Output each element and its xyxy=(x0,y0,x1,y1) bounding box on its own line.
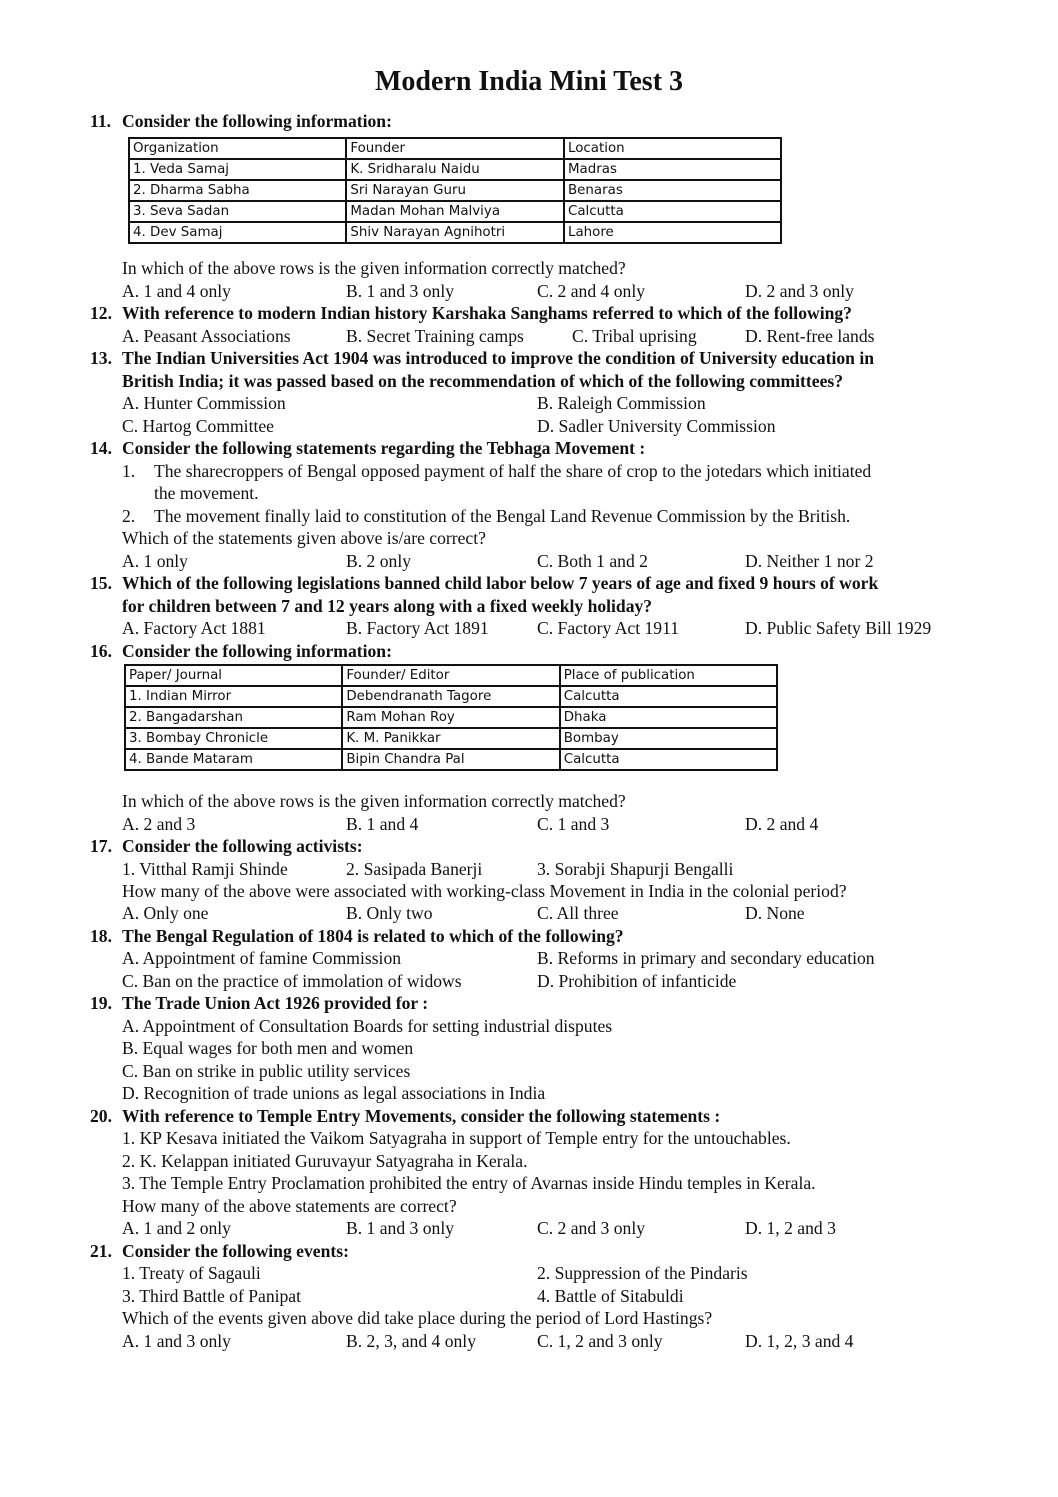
table-cell: Bombay xyxy=(560,728,777,749)
q21-stem: Consider the following events: xyxy=(122,1241,349,1261)
q19-option-b: B. Equal wages for both men and women xyxy=(122,1038,414,1058)
q14-stem: Consider the following statements regarding the Tebhaga Movement : xyxy=(122,438,646,458)
q20-option-c: C. 2 and 3 only xyxy=(537,1218,646,1238)
q11-option-a: A. 1 and 4 only xyxy=(122,281,231,301)
q17-activist-2: 2. Sasipada Banerji xyxy=(346,859,483,879)
q21-option-b: B. 2, 3, and 4 only xyxy=(346,1331,476,1351)
q21-event-2: 2. Suppression of the Pindaris xyxy=(537,1263,748,1283)
q13-option-d: D. Sadler University Commission xyxy=(537,416,776,436)
q14-statement-1-line2: the movement. xyxy=(154,483,259,503)
table-cell: Madras xyxy=(564,159,781,180)
q21-option-d: D. 1, 2, 3 and 4 xyxy=(745,1331,854,1351)
q14-question: Which of the statements given above is/are correct? xyxy=(122,528,486,548)
q21-event-3: 3. Third Battle of Panipat xyxy=(122,1286,302,1306)
q21-question: Which of the events given above did take place during the period of Lord Hastings? xyxy=(122,1308,713,1328)
q19-option-c: C. Ban on strike in public utility services xyxy=(122,1061,411,1081)
q11-option-c: C. 2 and 4 only xyxy=(537,281,646,301)
table-cell: 1. Veda Samaj xyxy=(129,159,346,180)
table-header-row xyxy=(129,138,781,159)
q16-option-c: C. 1 and 3 xyxy=(537,814,610,834)
table-cell: Calcutta xyxy=(564,201,781,222)
q17-option-a: A. Only one xyxy=(122,903,209,923)
q16-question: In which of the above rows is the given information correctly matched? xyxy=(122,791,626,811)
q16-number: 16. xyxy=(90,641,112,661)
q15-option-c: C. Factory Act 1911 xyxy=(537,618,680,638)
table-header-cell: Founder/ Editor xyxy=(342,665,559,686)
q15-option-b: B. Factory Act 1891 xyxy=(346,618,489,638)
q15-number: 15. xyxy=(90,573,112,593)
q21-option-a: A. 1 and 3 only xyxy=(122,1331,231,1351)
table-header-cell: Location xyxy=(564,138,781,159)
q20-statement-3: 3. The Temple Entry Proclamation prohibited the entry of Avarnas inside Hindu temples in Kerala. xyxy=(122,1173,816,1193)
table-header-cell: Founder xyxy=(346,138,564,159)
q17-option-c: C. All three xyxy=(537,903,619,923)
q13-stem-line1: The Indian Universities Act 1904 was introduced to improve the condition of University education in xyxy=(122,348,875,368)
q16-stem: Consider the following information: xyxy=(122,641,392,661)
q17-stem: Consider the following activists: xyxy=(122,836,363,856)
table-cell: 2. Bangadarshan xyxy=(125,707,342,728)
q14-statement-2-number: 2. xyxy=(122,506,136,526)
table-cell: Debendranath Tagore xyxy=(342,686,559,707)
q20-option-a: A. 1 and 2 only xyxy=(122,1218,231,1238)
table-cell: Calcutta xyxy=(560,749,777,770)
q20-number: 20. xyxy=(90,1106,112,1126)
q14-statement-1-number: 1. xyxy=(122,461,136,481)
q20-option-d: D. 1, 2 and 3 xyxy=(745,1218,836,1238)
q17-number: 17. xyxy=(90,836,112,856)
q17-option-b: B. Only two xyxy=(346,903,433,923)
q12-option-c: C. Tribal uprising xyxy=(572,326,697,346)
q14-option-c: C. Both 1 and 2 xyxy=(537,551,648,571)
q16-option-d: D. 2 and 4 xyxy=(745,814,819,834)
q11-question: In which of the above rows is the given information correctly matched? xyxy=(122,258,626,278)
q18-option-a: A. Appointment of famine Commission xyxy=(122,948,402,968)
q19-option-d: D. Recognition of trade unions as legal associations in India xyxy=(122,1083,546,1103)
q17-question: How many of the above were associated with working-class Movement in India in the colonial period? xyxy=(122,881,847,901)
table-header-row xyxy=(125,665,777,686)
table-cell: Calcutta xyxy=(560,686,777,707)
q11-stem: Consider the following information: xyxy=(122,111,392,131)
q14-option-d: D. Neither 1 nor 2 xyxy=(745,551,874,571)
table-cell: Dhaka xyxy=(560,707,777,728)
q16-option-a: A. 2 and 3 xyxy=(122,814,196,834)
q20-statement-2: 2. K. Kelappan initiated Guruvayur Satyagraha in Kerala. xyxy=(122,1151,528,1171)
table-header-cell: Place of publication xyxy=(560,665,777,686)
q13-number: 13. xyxy=(90,348,112,368)
table-cell: Lahore xyxy=(564,222,781,243)
q19-number: 19. xyxy=(90,993,112,1013)
q21-number: 21. xyxy=(90,1241,112,1261)
q12-option-a: A. Peasant Associations xyxy=(122,326,291,346)
q18-stem: The Bengal Regulation of 1804 is related to which of the following? xyxy=(122,926,624,946)
table-row xyxy=(125,686,777,707)
table-cell: K. Sridharalu Naidu xyxy=(346,159,564,180)
q21-option-c: C. 1, 2 and 3 only xyxy=(537,1331,663,1351)
table-header-cell: Organization xyxy=(129,138,346,159)
q11-number: 11. xyxy=(90,111,112,131)
table-cell: Sri Narayan Guru xyxy=(346,180,564,201)
q21-event-4: 4. Battle of Sitabuldi xyxy=(537,1286,684,1306)
table-cell: Bipin Chandra Pal xyxy=(342,749,559,770)
q16-option-b: B. 1 and 4 xyxy=(346,814,419,834)
q15-stem-line1: Which of the following legislations banned child labor below 7 years of age and fixed 9 hours of work xyxy=(122,573,879,593)
table-cell: 2. Dharma Sabha xyxy=(129,180,346,201)
q11-option-b: B. 1 and 3 only xyxy=(346,281,455,301)
q12-stem: With reference to modern Indian history Karshaka Sanghams referred to which of the following? xyxy=(122,303,852,323)
q14-option-a: A. 1 only xyxy=(122,551,188,571)
table-cell: Madan Mohan Malviya xyxy=(346,201,564,222)
table-cell: 1. Indian Mirror xyxy=(125,686,342,707)
q15-option-d: D. Public Safety Bill 1929 xyxy=(745,618,932,638)
q20-statement-1: 1. KP Kesava initiated the Vaikom Satyagraha in support of Temple entry for the untouchables. xyxy=(122,1128,791,1148)
table-cell: K. M. Panikkar xyxy=(342,728,559,749)
q21-event-1: 1. Treaty of Sagauli xyxy=(122,1263,261,1283)
q13-option-a: A. Hunter Commission xyxy=(122,393,286,413)
table-row xyxy=(125,749,777,770)
q20-option-b: B. 1 and 3 only xyxy=(346,1218,455,1238)
q17-option-d: D. None xyxy=(745,903,805,923)
q17-activist-3: 3. Sorabji Shapurji Bengalli xyxy=(537,859,734,879)
table-row xyxy=(129,201,781,222)
page-title: Modern India Mini Test 3 xyxy=(374,66,684,97)
q15-option-a: A. Factory Act 1881 xyxy=(122,618,266,638)
q15-stem-line2: for children between 7 and 12 years along with a fixed weekly holiday? xyxy=(122,596,653,616)
q13-option-b: B. Raleigh Commission xyxy=(537,393,706,413)
q19-option-a: A. Appointment of Consultation Boards for setting industrial disputes xyxy=(122,1016,613,1036)
q18-option-d: D. Prohibition of infanticide xyxy=(537,971,737,991)
q16-table xyxy=(124,664,778,771)
q20-question: How many of the above statements are correct? xyxy=(122,1196,457,1216)
table-cell: Ram Mohan Roy xyxy=(342,707,559,728)
table-cell: 3. Bombay Chronicle xyxy=(125,728,342,749)
q11-option-d: D. 2 and 3 only xyxy=(745,281,854,301)
table-cell: Shiv Narayan Agnihotri xyxy=(346,222,564,243)
q12-option-b: B. Secret Training camps xyxy=(346,326,524,346)
table-cell: 4. Bande Mataram xyxy=(125,749,342,770)
q13-option-c: C. Hartog Committee xyxy=(122,416,274,436)
q12-number: 12. xyxy=(90,303,112,323)
q18-number: 18. xyxy=(90,926,112,946)
table-row xyxy=(129,222,781,243)
q18-option-c: C. Ban on the practice of immolation of widows xyxy=(122,971,462,991)
table-row xyxy=(125,707,777,728)
table-row xyxy=(129,180,781,201)
table-cell: 3. Seva Sadan xyxy=(129,201,346,222)
q12-option-d: D. Rent-free lands xyxy=(745,326,875,346)
q19-stem: The Trade Union Act 1926 provided for : xyxy=(122,993,429,1013)
table-cell: 4. Dev Samaj xyxy=(129,222,346,243)
table-row xyxy=(125,728,777,749)
table-row xyxy=(129,159,781,180)
q20-stem: With reference to Temple Entry Movements, consider the following statements : xyxy=(122,1106,721,1126)
q18-option-b: B. Reforms in primary and secondary education xyxy=(537,948,875,968)
q14-number: 14. xyxy=(90,438,112,458)
q14-option-b: B. 2 only xyxy=(346,551,412,571)
q11-table xyxy=(128,137,782,244)
q13-stem-line2: British India; it was passed based on the recommendation of which of the following committees? xyxy=(122,371,844,391)
q17-activist-1: 1. Vitthal Ramji Shinde xyxy=(122,859,288,879)
q14-statement-1-line1: The sharecroppers of Bengal opposed payment of half the share of crop to the jotedars which initiated xyxy=(154,461,872,481)
table-cell: Benaras xyxy=(564,180,781,201)
q14-statement-2: The movement finally laid to constitution of the Bengal Land Revenue Commission by the British. xyxy=(154,506,851,526)
table-header-cell: Paper/ Journal xyxy=(125,665,342,686)
